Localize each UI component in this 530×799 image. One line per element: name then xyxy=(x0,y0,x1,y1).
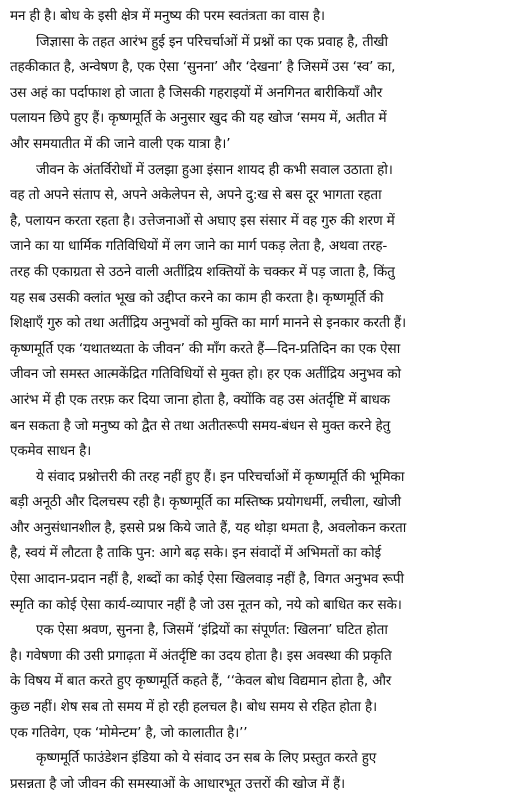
text-line: जाने का या धार्मिक गतिविधियों में लग जाने का मार्ग पकड़ लेता है, अथवा तरह- xyxy=(10,238,388,255)
text-line: एक ऐसा श्रवण, सुनना है, जिसमें ‘इंद्रियों का संपूर्णत: खिलना’ घटित होता xyxy=(36,622,388,639)
text-line: बन सकता है जो मनुष्य को द्वैत से तथा अतीतरूपी समय-बंधन से मुक्त करने हेतु xyxy=(10,417,391,434)
text-line: तरह की एकाग्रता से उठने वाली अतींद्रिय शक्तियों के चक्कर में पड़ जाता है, किंतु xyxy=(10,263,395,280)
text-line: प्रसन्नता है जो जीवन की समस्याओं के आधारभूत उत्तरों की खोज में हैं। xyxy=(10,775,345,792)
text-line: शिक्षाएँ गुरु को तथा अतींद्रिय अनुभवों को मुक्ति का मार्ग मानने से इनकार करती हैं। xyxy=(10,315,407,332)
text-line: उस अहं का पर्दाफाश हो जाता है जिसकी गहराइयों में अनगिनत बारीकियाँ और xyxy=(10,84,383,101)
text-line: जीवन के अंतर्विरोधों में उलझा हुआ इंसान शायद ही कभी सवाल उठाता हो। xyxy=(36,161,393,178)
text-line: पलायन छिपे हुए हैं। कृष्णमूर्ति के अनुसार खुद की यह खोज ‘समय में, अतीत में xyxy=(10,110,387,127)
text-line: जिज्ञासा के तहत आरंभ हुई इन परिचर्चाओं में प्रश्नों का एक प्रवाह है, तीखी xyxy=(36,33,388,50)
text-line: तहकीकात है, अन्वेषण है, एक ऐसा ‘सुनना’ और ‘देखना’ है जिसमें उस ‘स्व’ का, xyxy=(10,59,396,76)
text-line: कृष्णमूर्ति एक ‘यथातथ्यता के जीवन’ की माँग करते हैं—दिन-प्रतिदिन का एक ऐसा xyxy=(10,340,401,357)
text-line: और समयातीत में की जाने वाली एक यात्रा है।’ xyxy=(10,135,231,152)
text-line: के विषय में बात करते हुए कृष्णमूर्ति कहते हैं, ‘‘केवल बोध विद्यमान होता है, और xyxy=(10,673,392,690)
text-line: ये संवाद प्रश्नोत्तरी की तरह नहीं हुए हैं। इन परिचर्चाओं में कृष्णमूर्ति की भूमिका xyxy=(36,468,405,485)
text-line: जीवन जो समस्त आत्मकेंद्रित गतिविधियों से मुक्त हो। हर एक अतींद्रिय अनुभव को xyxy=(10,366,401,383)
paragraph-1 xyxy=(10,4,522,30)
text-line: बड़ी अनूठी और दिलचस्प रही है। कृष्णमूर्ति का मस्तिष्क प्रयोगधर्मी, लचीला, खोजी xyxy=(10,494,401,511)
text-line: स्मृति का कोई ऐसा कार्य-व्यापार नहीं है जो उस नूतन को, नये को बाधित कर सके। xyxy=(10,596,402,613)
text-line: है, पलायन करता रहता है। उत्तेजनाओं से अघाए इस संसार में वह गुरु की शरण में xyxy=(10,212,395,229)
text-line: कुछ नहीं। शेष सब तो समय में हो रही हलचल है। बोध समय से रहित होता है। xyxy=(10,699,377,716)
text-line: एकमेव साधन है। xyxy=(10,443,92,460)
text-line: है, स्वयं में लौटता है ताकि पुन: आगे बढ़ सके। इन संवादों में अभिमतों का कोई xyxy=(10,545,381,562)
text-line: वह तो अपने संताप से, अपने अकेलेपन से, अपने दु:ख से बस दूर भागता रहता xyxy=(10,187,382,204)
text-line: और अनुसंधानशील है, इससे प्रश्न किये जाते हैं, यह थोड़ा थमता है, अवलोकन करता xyxy=(10,519,407,536)
document-page xyxy=(10,4,522,794)
text-line: मन ही है। बोध के इसी क्षेत्र में मनुष्य की परम स्वतंत्रता का वास है। xyxy=(10,8,325,24)
paragraph-6 xyxy=(10,746,522,794)
text-line: एक गतिवेग, एक ‘मोमेन्टम’ है, जो कालातीत है।’’ xyxy=(10,724,248,741)
paragraph-2 xyxy=(10,30,522,158)
paragraph-4 xyxy=(10,465,522,619)
text-line: है। गवेषणा की उसी प्रगाढ़ता में अंतर्दृष्टि का उदय होता है। इस अवस्था की प्रकृति xyxy=(10,647,392,664)
text-line: ऐसा आदान-प्रदान नहीं है, शब्दों का कोई ऐसा खिलवाड़ नहीं है, विगत अनुभव रूपी xyxy=(10,571,404,588)
text-line: यह सब उसकी क्लांत भूख को उद्दीप्त करने का काम ही करता है। कृष्णमूर्ति की xyxy=(10,289,384,306)
text-line: आरंभ में ही एक तरफ़ कर दिया जाना होता है, क्योंकि वह उस अंतर्दृष्टि में बाधक xyxy=(10,391,390,408)
paragraph-5 xyxy=(10,618,522,746)
paragraph-3 xyxy=(10,158,522,465)
text-line: कृष्णमूर्ति फाउंडेशन इंडिया को ये संवाद उन सब के लिए प्रस्तुत करते हुए xyxy=(36,750,377,767)
